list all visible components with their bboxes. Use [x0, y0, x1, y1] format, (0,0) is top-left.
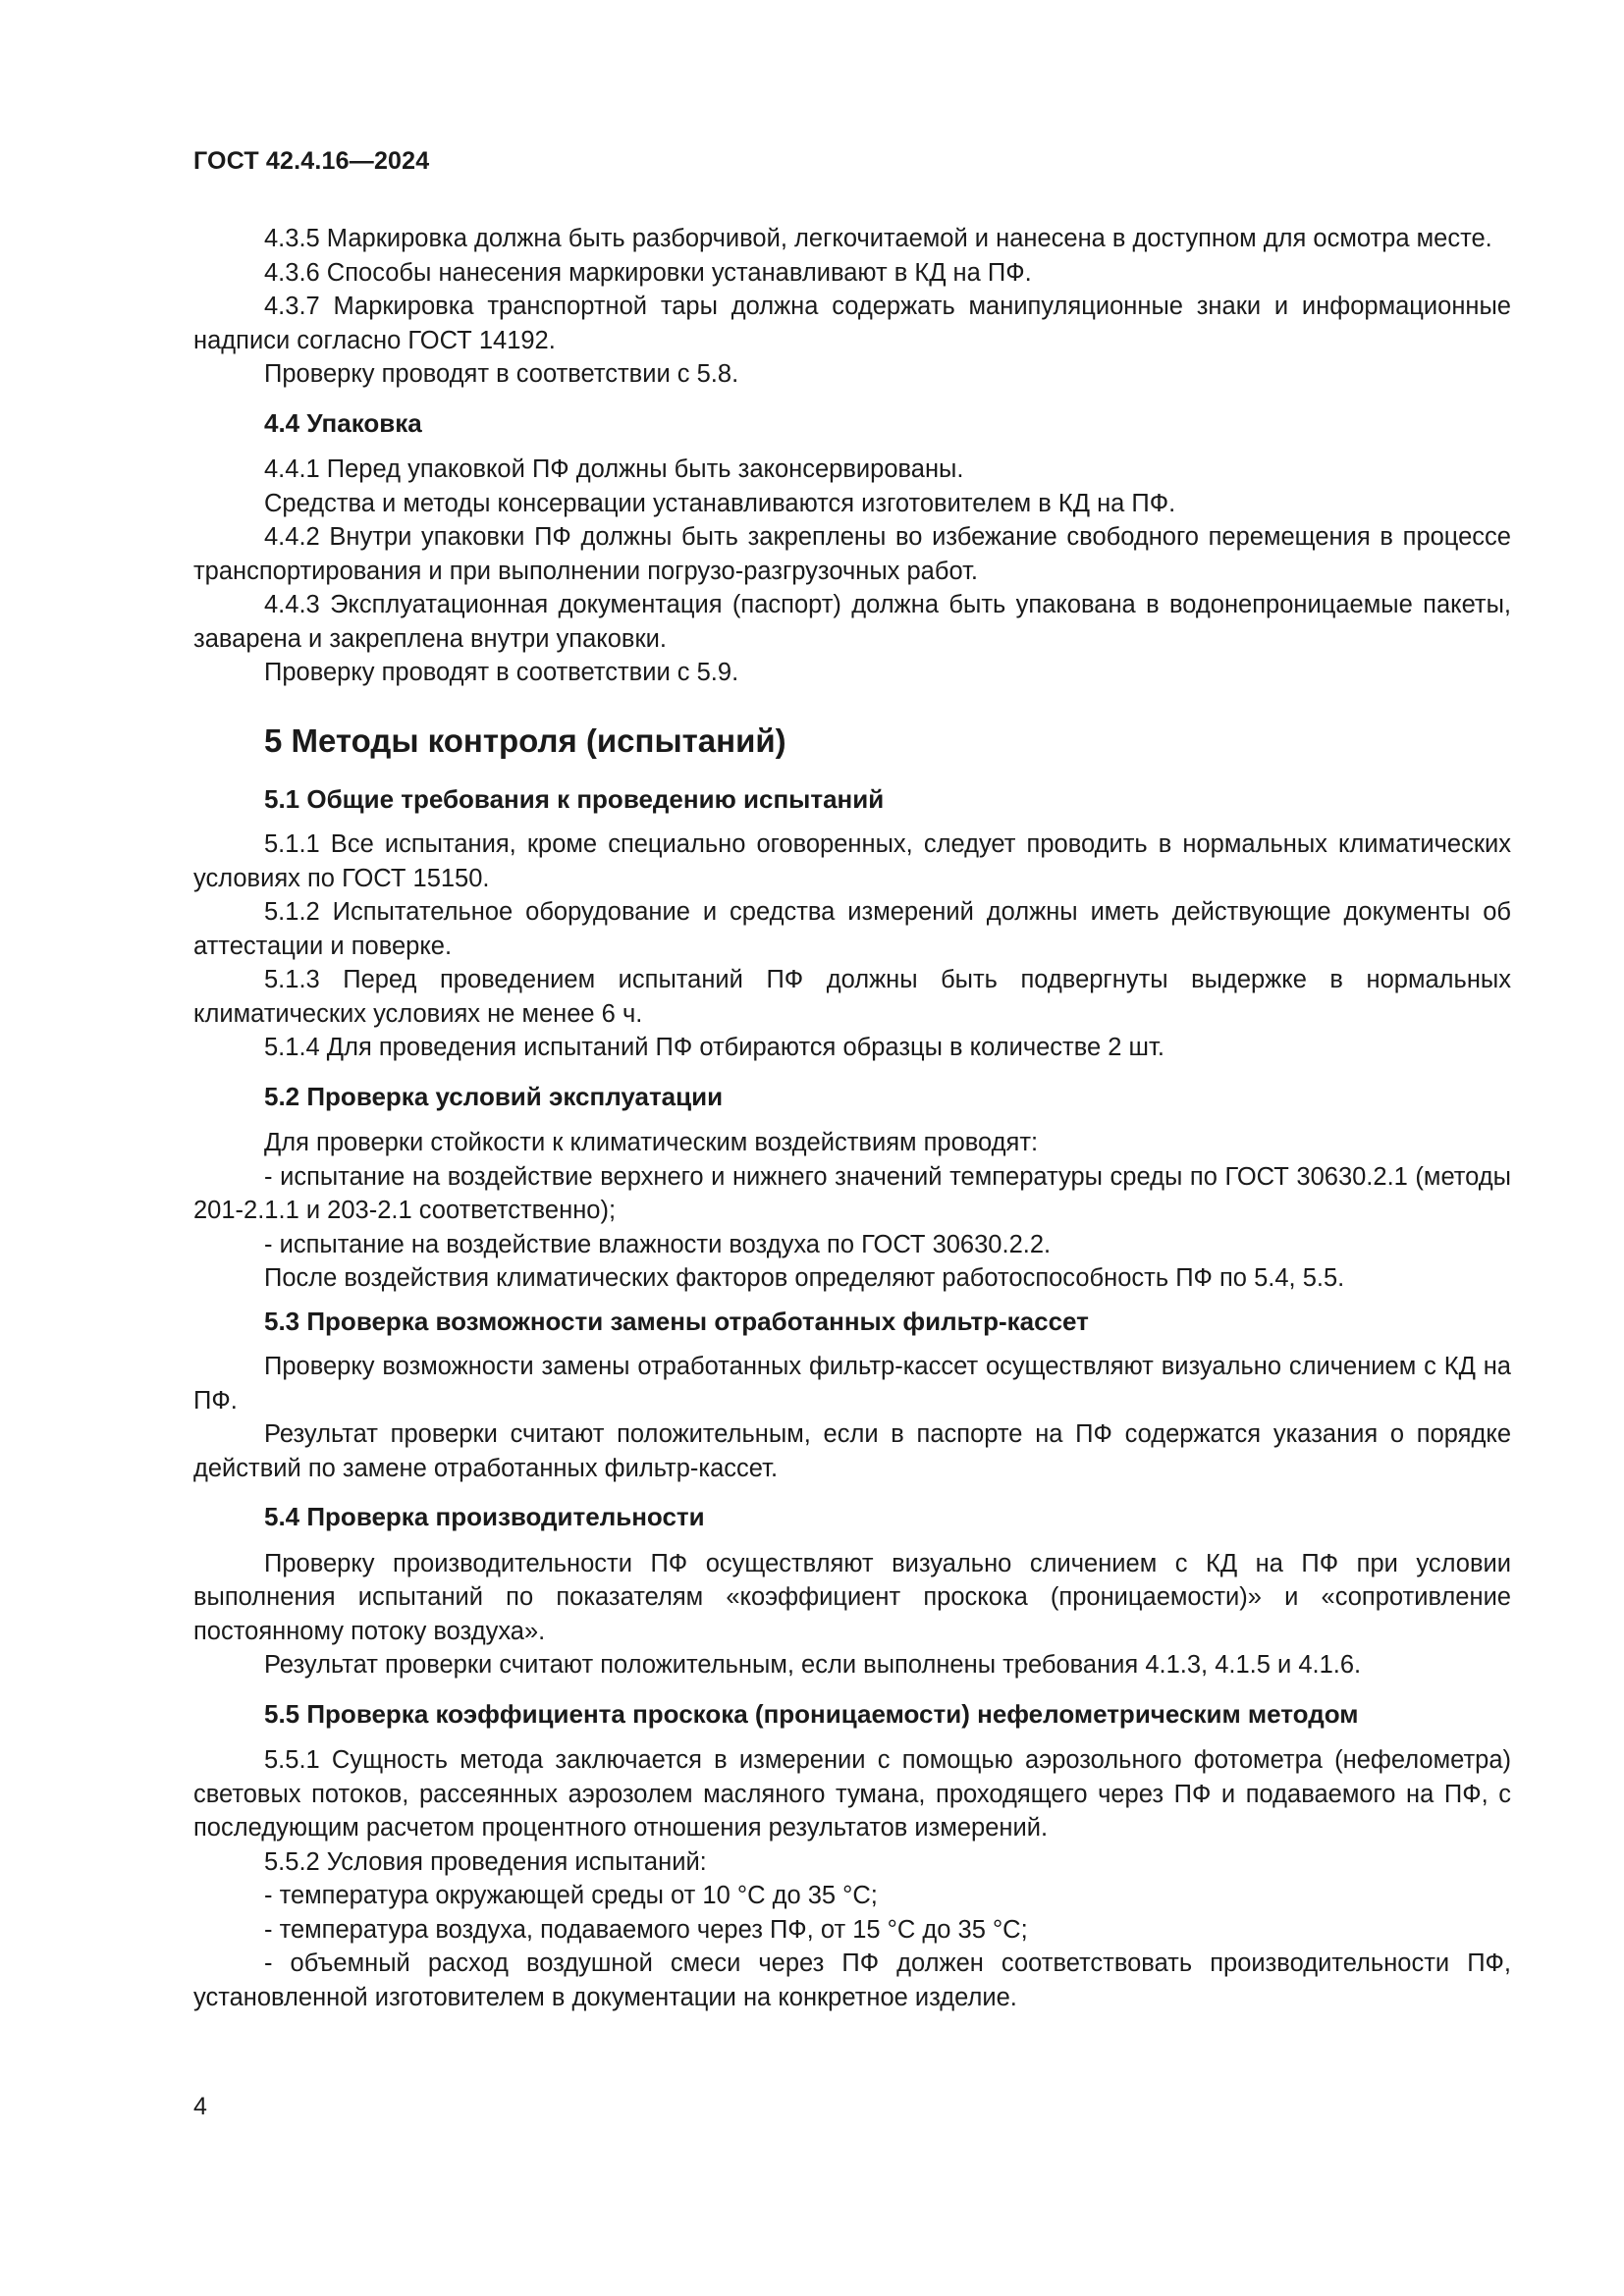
paragraph: Для проверки стойкости к климатическим воздействиям проводят:: [264, 1129, 1039, 1156]
paragraph: 4.4.1 Перед упаковкой ПФ должны быть законсервированы.: [264, 455, 964, 483]
page-number: 4: [193, 2093, 207, 2120]
paragraph: После воздействия климатических факторов определяют работоспособность ПФ по 5.4, 5.5.: [264, 1264, 1345, 1292]
paragraph: 5.5.2 Условия проведения испытаний:: [264, 1847, 707, 1876]
document-body: [193, 222, 1511, 2014]
section-heading: 5.1 Общие требования к проведению испытаний: [264, 783, 885, 814]
list-item: - испытание на воздействие верхнего и нижнего значений температуры среды по ГОСТ 30630.2.1 (методы 201-2.1.1 и 203-2.1 соответственно);: [193, 1162, 1511, 1224]
paragraph: 4.3.5 Маркировка должна быть разборчивой, легкочитаемой и нанесена в доступном для осмотра месте.: [264, 225, 1492, 252]
paragraph: 5.5.1 Сущность метода заключается в измерении с помощью аэрозольного фотометра (нефелометра) световых потоков, рассеянных аэрозолем масляного тумана, проходящего через ПФ и подаваемого на ПФ, с последующим расчетом процентного отношения результатов измерений.: [193, 1746, 1511, 1842]
document-header: ГОСТ 42.4.16—2024: [193, 147, 430, 175]
list-item: - температура воздуха, подаваемого через ПФ, от 15 °С до 35 °С;: [264, 1915, 1028, 1944]
paragraph: 5.1.2 Испытательное оборудование и средства измерений должны иметь действующие документы об аттестации и поверке.: [193, 898, 1511, 960]
paragraph: Проверку проводят в соответствии с 5.8.: [264, 360, 739, 388]
section-heading: 5.5 Проверка коэффициента проскока (проницаемости) нефелометрическим методом: [264, 1698, 1359, 1729]
paragraph: Средства и методы консервации устанавливаются изготовителем в КД на ПФ.: [264, 489, 1176, 517]
section-heading: 5.4 Проверка производительности: [264, 1502, 705, 1531]
section-heading: 4.4 Упаковка: [264, 407, 422, 438]
paragraph: 4.3.6 Способы нанесения маркировки устанавливают в КД на ПФ.: [264, 258, 1032, 287]
list-item: - объемный расход воздушной смеси через ПФ должен соответствовать производительности ПФ, установленной изготовителем в документации на конкретное изделие.: [193, 1949, 1511, 2011]
paragraph: Проверку проводят в соответствии с 5.9.: [264, 659, 739, 686]
list-item: - испытание на воздействие влажности воздуха по ГОСТ 30630.2.2.: [264, 1230, 1052, 1258]
paragraph: Проверку возможности замены отработанных фильтр-кассет осуществляют визуально сличением с КД на ПФ.: [193, 1353, 1511, 1415]
list-item: - температура окружающей среды от 10 °С до 35 °С;: [264, 1882, 878, 1909]
paragraph: 5.1.3 Перед проведением испытаний ПФ должны быть подвергнуты выдержке в нормальных климатических условиях не менее 6 ч.: [193, 966, 1511, 1028]
paragraph: 5.1.4 Для проведения испытаний ПФ отбираются образцы в количестве 2 шт.: [264, 1034, 1164, 1061]
paragraph: 4.3.7 Маркировка транспортной тары должна содержать манипуляционные знаки и информационные надписи согласно ГОСТ 14192.: [193, 293, 1511, 354]
paragraph: 5.1.1 Все испытания, кроме специально оговоренных, следует проводить в нормальных климатических условиях по ГОСТ 15150.: [193, 830, 1511, 892]
paragraph: Результат проверки считают положительным, если выполнены требования 4.1.3, 4.1.5 и 4.1.6.: [264, 1651, 1362, 1679]
section-heading: 5.2 Проверка условий эксплуатации: [264, 1081, 724, 1111]
paragraph: Результат проверки считают положительным, если в паспорте на ПФ содержатся указания о порядке действий по замене отработанных фильтр-кассет.: [193, 1420, 1511, 1482]
paragraph: Проверку производительности ПФ осуществляют визуально сличением с КД на ПФ при условии выполнения испытаний по показателям «коэффициент проскока (проницаемости)» и «сопротивление постоянному потоку воздуха».: [193, 1549, 1511, 1645]
paragraph: 4.4.3 Эксплуатационная документация (паспорт) должна быть упакована в водонепроницаемые пакеты, заварена и закреплена внутри упаковки.: [193, 591, 1511, 653]
section-heading: 5.3 Проверка возможности замены отработанных фильтр-кассет: [264, 1306, 1089, 1336]
chapter-heading: 5 Методы контроля (испытаний): [264, 721, 786, 759]
paragraph: 4.4.2 Внутри упаковки ПФ должны быть закреплены во избежание свободного перемещения в процессе транспортирования и при выполнении погрузо-разгрузочных работ.: [193, 523, 1511, 585]
